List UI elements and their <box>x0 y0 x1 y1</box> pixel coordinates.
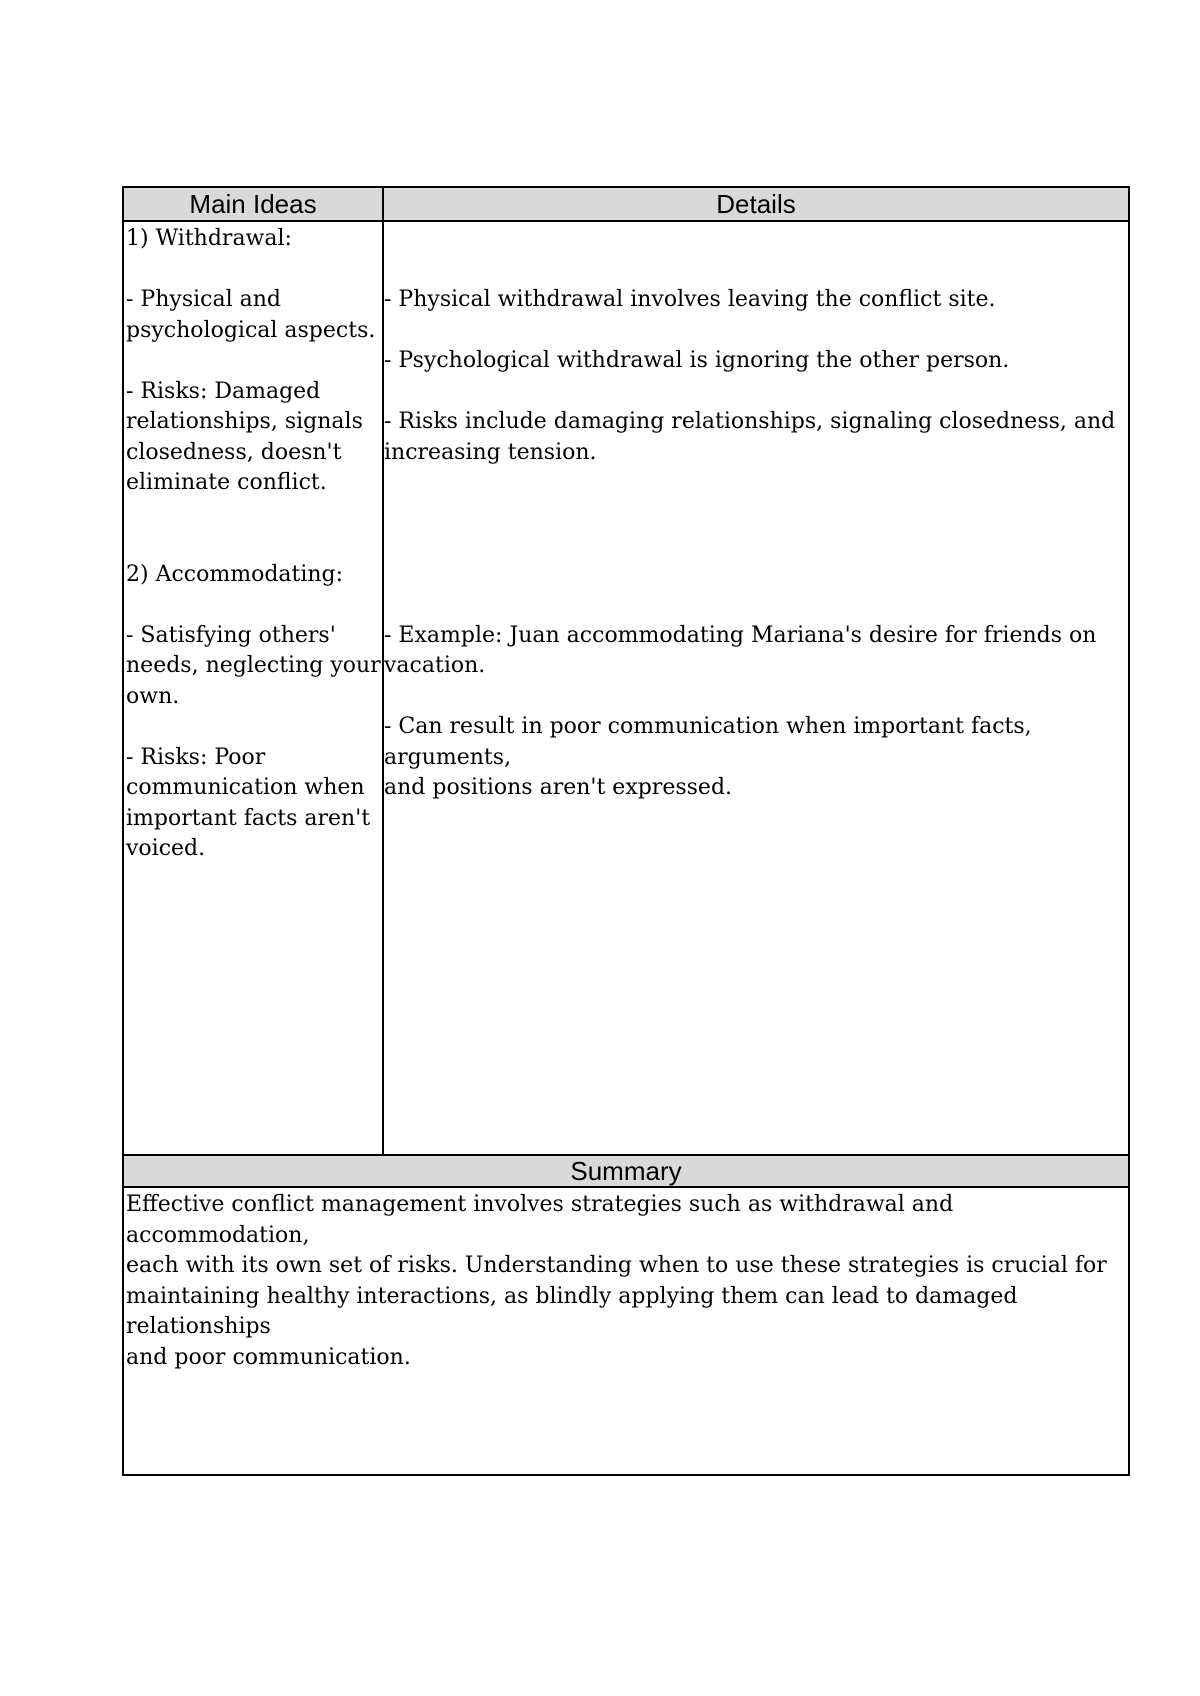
main-ideas-header: Main Ideas <box>124 188 384 220</box>
main-idea-line: - Risks: Damaged <box>126 378 321 404</box>
detail-line: - Example: Juan accommodating Mariana's desire for friends on <box>384 622 1097 648</box>
main-idea-line: important facts aren't <box>126 805 371 831</box>
spacer <box>384 560 1124 591</box>
main-idea-line: relationships, signals <box>126 409 363 434</box>
main-ideas-column <box>124 222 384 1154</box>
detail-line: - Psychological withdrawal is ignoring the other person. <box>384 348 1010 373</box>
spacer <box>126 529 382 560</box>
spacer <box>384 499 1124 530</box>
spacer <box>126 590 382 621</box>
spacer <box>126 712 382 743</box>
table-header-row <box>124 188 1128 222</box>
detail-line: - Risks include damaging relationships, signaling closedness, and <box>384 409 1116 434</box>
section-title-accommodating: 2) Accommodating: <box>126 561 344 587</box>
spacer <box>384 590 1124 621</box>
summary-line: each with its own set of risks. Understanding when to use these strategies is crucial for <box>126 1253 1107 1278</box>
cornell-notes-table <box>122 186 1130 1476</box>
detail-line: vacation. <box>384 653 486 678</box>
detail-line: - Physical withdrawal involves leaving the conflict site. <box>384 287 996 312</box>
main-idea-line: - Physical and <box>126 287 281 312</box>
main-idea-line: voiced. <box>126 836 206 861</box>
summary-line: Effective conflict management involves strategies such as withdrawal and accommodation, <box>126 1192 961 1248</box>
main-idea-line: closedness, doesn't <box>126 439 342 465</box>
section-title-withdrawal: 1) Withdrawal: <box>126 226 292 251</box>
notes-body-row <box>124 222 1128 1154</box>
spacer <box>384 224 1124 255</box>
detail-line: increasing tension. <box>384 439 597 465</box>
main-idea-line: - Risks: Poor <box>126 744 266 770</box>
detail-line: and positions aren't expressed. <box>384 775 733 800</box>
summary-body <box>124 1188 1128 1373</box>
spacer <box>126 255 382 286</box>
spacer <box>384 316 1124 347</box>
spacer <box>126 346 382 377</box>
spacer <box>384 255 1124 286</box>
main-idea-line: psychological aspects. <box>126 317 376 343</box>
details-column <box>384 222 1128 1154</box>
main-idea-line: - Satisfying others' <box>126 622 336 648</box>
spacer <box>126 499 382 530</box>
summary-line: and poor communication. <box>126 1344 411 1370</box>
details-header: Details <box>716 189 796 219</box>
spacer <box>384 377 1124 408</box>
main-idea-line: communication when <box>126 775 365 800</box>
main-idea-line: own. <box>126 683 180 709</box>
summary-header: Summary <box>124 1154 1128 1188</box>
spacer <box>384 682 1124 713</box>
spacer <box>384 468 1124 499</box>
main-idea-line: needs, neglecting your <box>126 653 381 678</box>
spacer <box>384 529 1124 560</box>
main-idea-line: eliminate conflict. <box>126 470 327 495</box>
detail-line: - Can result in poor communication when important facts, arguments, <box>384 714 1039 770</box>
summary-line: maintaining healthy interactions, as blindly applying them can lead to damaged relationships <box>126 1283 1025 1339</box>
